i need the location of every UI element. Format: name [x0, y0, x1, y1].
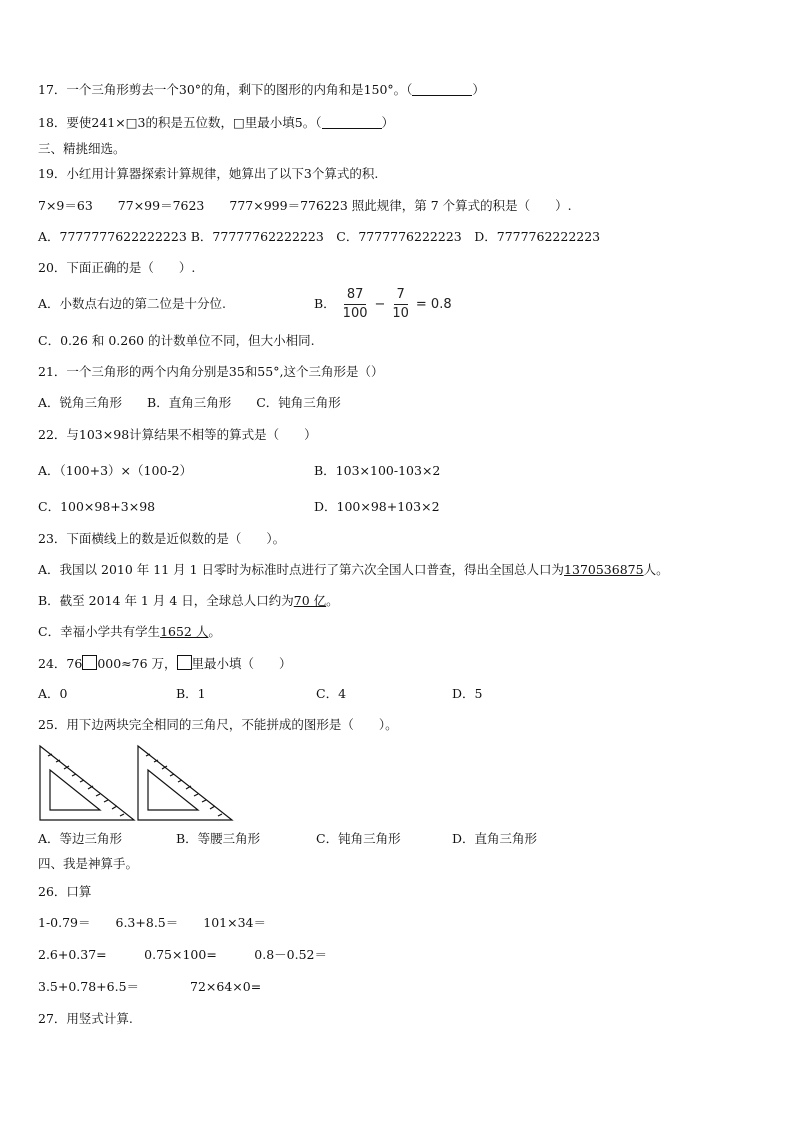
question-26: 26．口算 [38, 884, 92, 899]
question-25: 25．用下边两块完全相同的三角尺，不能拼成的图形是（ ）。 [38, 717, 398, 732]
question-22-option-b: B．103×100-103×2 [314, 463, 441, 478]
question-23-option-a: A．我国以 2010 年 11 月 1 日零时为标准时点进行了第六次全国人口普查，得出全国总人口为1370536875人。 [38, 562, 669, 577]
question-21-options: A．锐角三角形 B．直角三角形 C．钝角三角形 [38, 395, 341, 410]
question-18: 18．要使241×□3的积是五位数，□里最小填5。（ ） [38, 115, 395, 130]
question-19: 19．小红用计算器探索计算规律，她算出了以下3个算式的积. [38, 166, 379, 181]
question-24-option-a: A．0 [38, 686, 68, 701]
answer-blank[interactable] [412, 83, 472, 96]
blank-box[interactable] [82, 655, 97, 670]
question-24-option-d: D．5 [452, 686, 483, 701]
calc-row-3a: 3.5+0.78+6.5＝ [38, 979, 140, 994]
question-22-option-d: D．100×98+103×2 [314, 499, 440, 514]
calc-row-2: 2.6+0.37= 0.75×100= 0.8－0.52＝ [38, 947, 328, 962]
question-22-option-c: C．100×98+3×98 [38, 499, 156, 514]
triangle-rulers-illustration [38, 744, 234, 822]
question-20-option-a: A．小数点右边的第二位是十分位. [38, 296, 227, 311]
question-23-option-b: B．截至 2014 年 1 月 4 日，全球总人口约为70 亿。 [38, 593, 339, 608]
question-22: 22．与103×98计算结果不相等的算式是（ ） [38, 427, 317, 442]
set-square-right-icon [138, 746, 232, 820]
question-27: 27．用竖式计算. [38, 1011, 133, 1026]
question-23: 23．下面横线上的数是近似数的是（ ）。 [38, 531, 286, 546]
question-25-option-b: B．等腰三角形 [176, 831, 261, 846]
question-25-option-a: A．等边三角形 [38, 831, 123, 846]
question-19-equations: 7×9＝63 77×99＝7623 777×999＝776223 照此规律，第 7 个算式的积是（ ）. [38, 198, 572, 213]
question-20-option-c: C．0.26 和 0.260 的计数单位不同，但大小相同. [38, 333, 315, 348]
section-heading-3: 三、精挑细选。 [38, 141, 126, 156]
question-20-option-b: B． $\frac{87}{100}$ − $\frac{7}{10}$ = 0.8 [314, 287, 452, 321]
question-20: 20．下面正确的是（ ）. [38, 260, 196, 275]
set-square-left-icon [40, 746, 134, 820]
question-22-option-a: A．（100+3）×（100-2） [38, 463, 193, 478]
question-25-option-d: D．直角三角形 [452, 831, 538, 846]
question-24-option-b: B．1 [176, 686, 206, 701]
fraction: $\frac{7}{10}$ [392, 287, 409, 321]
question-19-options: A．7777777622222223 B．77777762222223 C．7777776222223 D．7777762222223 [38, 229, 601, 244]
question-21: 21．一个三角形的两个内角分别是35和55°,这个三角形是（） [38, 364, 384, 379]
answer-blank[interactable] [322, 116, 382, 129]
question-25-option-c: C．钝角三角形 [316, 831, 401, 846]
calc-row-1: 1-0.79＝ 6.3+8.5＝ 101×34＝ [38, 915, 266, 930]
blank-box[interactable] [177, 655, 192, 670]
fraction: $\frac{87}{100}$ [342, 287, 368, 321]
section-heading-4: 四、我是神算手。 [38, 856, 139, 871]
question-23-option-c: C．幸福小学共有学生1652 人。 [38, 624, 221, 639]
question-24-option-c: C．4 [316, 686, 347, 701]
question-17: 17．一个三角形剪去一个30°的角，剩下的图形的内角和是150°。（ ） [38, 82, 485, 97]
calc-row-3b: 72×64×0= [190, 979, 262, 994]
question-24: 24．76 000≈76 万， 里最小填（ ） [38, 656, 292, 671]
